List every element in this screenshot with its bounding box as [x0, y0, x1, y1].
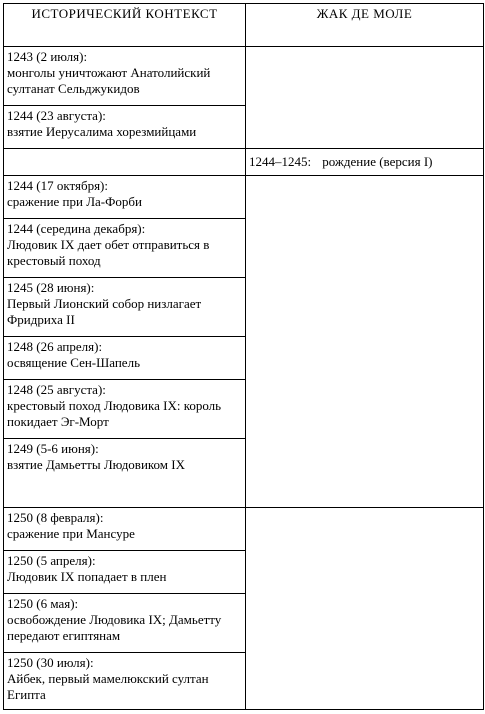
- event-date: 1250 (30 июля):: [7, 655, 94, 670]
- event-text: взятие Дамьетты Людовиком IX: [7, 457, 186, 472]
- event-date: 1250 (8 февраля):: [7, 510, 104, 525]
- event-date: 1250 (5 апреля):: [7, 553, 96, 568]
- event-text: освобождение Людовика IX; Дамьетту передают египтянам: [7, 612, 222, 643]
- event-cell: [4, 47, 246, 106]
- chronology-table: [3, 3, 484, 710]
- event-date: 1245 (28 июня):: [7, 280, 95, 295]
- table-row: [4, 47, 484, 106]
- header-context: ИСТОРИЧЕСКИЙ КОНТЕКСТ: [4, 4, 246, 47]
- empty-cell: [246, 47, 484, 149]
- event-cell: [4, 106, 246, 149]
- empty-cell: [4, 149, 246, 176]
- event-text: Людовик IX попадает в плен: [7, 569, 167, 584]
- event-text: Людовик IX дает обет отправиться в крестовый поход: [7, 237, 210, 268]
- event-cell: [4, 594, 246, 653]
- event-cell: [4, 508, 246, 551]
- event-text: сражение при Мансуре: [7, 526, 135, 541]
- event-date: 1248 (25 августа):: [7, 382, 106, 397]
- event-cell: [4, 380, 246, 439]
- event-date: 1244 (17 октября):: [7, 178, 108, 193]
- event-text: Айбек, первый мамелюкский султан Египта: [7, 671, 209, 702]
- event-date: 1250 (6 мая):: [7, 596, 79, 611]
- event-date: 1244 (середина декабря):: [7, 221, 146, 236]
- empty-cell: [246, 508, 484, 710]
- molay-cell: [246, 149, 484, 176]
- event-cell: [4, 278, 246, 337]
- table-row: [4, 149, 484, 176]
- event-date: 1244 (23 августа):: [7, 108, 106, 123]
- header-row: [4, 4, 484, 47]
- header-molay: ЖАК ДЕ МОЛЕ: [246, 4, 484, 47]
- event-cell: [4, 551, 246, 594]
- event-cell: [4, 653, 246, 710]
- table-row: [4, 508, 484, 551]
- event-cell: [4, 176, 246, 219]
- event-cell: [4, 439, 246, 508]
- event-text: Первый Лионский собор низлагает Фридриха II: [7, 296, 202, 327]
- event-text: взятие Иерусалима хорезмийцами: [7, 124, 197, 139]
- event-date: 1249 (5-6 июня):: [7, 441, 99, 456]
- empty-cell: [246, 176, 484, 508]
- event-cell: [4, 337, 246, 380]
- event-date: 1243 (2 июля):: [7, 49, 88, 64]
- event-date: 1248 (26 апреля):: [7, 339, 103, 354]
- molay-date: 1244–1245:: [249, 154, 312, 169]
- molay-text: рождение (версия I): [322, 154, 433, 169]
- event-text: монголы уничтожают Анатолийский султанат Сельджукидов: [7, 65, 211, 96]
- table-row: [4, 176, 484, 219]
- event-cell: [4, 219, 246, 278]
- event-text: крестовый поход Людовика IX: король покидает Эг-Морт: [7, 398, 222, 429]
- event-text: сражение при Ла-Форби: [7, 194, 142, 209]
- event-text: освящение Сен-Шапель: [7, 355, 140, 370]
